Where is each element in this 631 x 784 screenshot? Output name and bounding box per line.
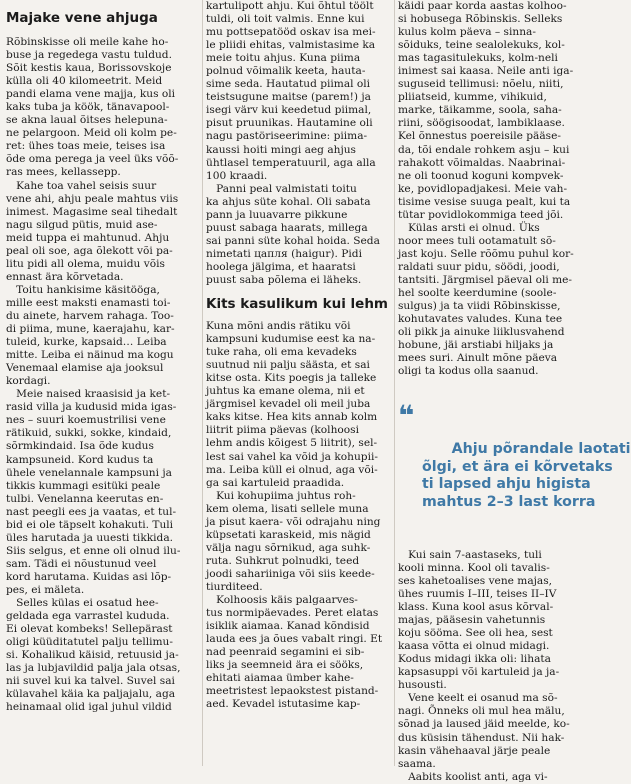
column-3 [398,0,631,783]
section-heading-vene-ahi: Majake vene ahjuga [6,10,158,26]
quote-mark-icon: ❝ [398,399,415,433]
column-divider [202,0,203,766]
column-3-body-bottom: Kui sain 7-aastaseks, tuli kooli minna. Kool oli tavalis- ses kahetoalises vene majas, ühes ruumis I–III, teises II–IV klass. Kuna kool asus kõrval- majas, pääsesin vahetunnis koju sööma. See oli hea, sest kaasa võtta ei olnud midagi. Kodus midagi ikka oli: lihata kapsasuppi või kartuleid ja ja- husousti. Vene keelt ei osanud ma sõ- nagi. Õnneks oli mul hea mälu, sõnad ja laused jäid meelde, ko- dus küsisin tähendust. Nii hak- kasin vähehaaval järje peale saama. Aabits koolist anti, aga vi- [398,548,570,783]
column-divider [394,0,395,766]
column-1-body: Rõbinskisse oli meile kahe ho- buse ja regedega vastu tuldud. Sõit kestis kaua, Borissovskoje külla oli 40 kilomeetrit. Meid pandi elama vene majja, kus oli kaks tuba ja köök, tänavapool- se akna laual õitses helepuna- ne pelargoon. Meid oli kolm pe- ret: ühes toas meie, teises isa õde oma perega ja veel üks võõ- ras mees, kellassepp. Kahe toa vahel seisis suur vene ahi, ahju peale mahtus viis inimest. Magasime seal tihedalt nagu silgud pütis, muid ase- meid tuppa ei mahtunud. Ahju peal oli soe, aga õlekott või pa- litu pidi all olema, muidu võis ennast ära kõrvetada. Toitu hankisime käsitööga, mille eest maksti enamasti toi- du ainete, harvem rahaga. Too- di piima, mune, kaerajahu, kar- tuleid, kurke, kapsaid… Leiba mitte. Leiba ei näinud ma kogu Venemaal elamise aja jooksul kordagi. Meie naised kraasisid ja ket- rasid villa ja kudusid mida igas- nes – suuri koemustrilisi vene rätikuid, sukki, sokke, kindaid, sõrmkindaid. Isa õde kudus kampsuneid. Kord kudus ta ühele venelannale kampsuni ja tikkis kummagi esitüki peale tulbi. Venelanna keerutas en- nast peegli ees ja vaatas, et tul- bid ei ole täpselt kohakuti. Tuli üles harutada ja uuesti tikkida. Siis selgus, et enne oli olnud ilu- sam. Tädi ei nõustunud veel kord harutama. Kuidas asi lõp- pes, ei mäleta. Selles külas ei osatud hee- geldada ega varrastel kududa. Ei olevat kombeks! Sellepärast oligi küüditatutel palju tellimu- si. Kohalikud käisid, retuusid ja- las ja lubjavildid palja jala otsas, nii suvel kui ka talvel. Suvel sai külavahel käia ka paljajalu, aga heinamaal olid igal juhul vildid [6,36,181,714]
pull-quote-text: Ahju põrandale laotati õlgi, et ära ei kõrvetaks ti lapsed ahju higista mahtus 2–3 last korra [422,441,631,510]
column-3-body-top: käidi paar korda aastas kolhoo- si hobusega Rõbinskis. Selleks kulus kolm päeva – sinna- sõiduks, teine sealolekuks, kol- mas tagasitulekuks, kolm-neli inimest sai kaasa. Neile anti iga- suguseid tellimusi: nõelu, niiti, pliiatseid, kumme, vihikuid, marke, täikamme, soola, saha- riini, söögisoodat, lambiklaase. Kel õnnestus poereisile pääse- da, tõi endale rohkem asju – kui rahakott võimaldas. Naabrinai- ne oli toonud koguni kompvek- ke, povidlopadjakesi. Meie vah- tisime vesise suuga pealt, kui ta tütar povidlokommiga teed jõi. Külas arsti ei olnud. Üks noor mees tuli ootamatult sõ- jast koju. Selle rõõmu puhul kor- raldati suur pidu, söödi, joodi, tantsiti. Järgmisel päeval oli me- hel soolte keerdumine (soole- sulgus) ja ta viidi Rõbinskisse, kohutavates valudes. Kuna tee oli pikk ja ainuke liiklusvahend hobune, jäi arstiabi hiljaks ja mees suri. Ainult mõne päeva oligi ta kodus olla saanud. [398,0,574,378]
pull-quote [398,399,631,529]
section-heading-kits: Kits kasulikum kui lehm [206,296,388,313]
column-2-body-bottom: Kuna mõni andis rätiku või kampsuni kudumise eest ka na- tuke raha, oli ema kevadeks suutnud nii palju säästa, et sai kitse osta. Kits poegis ja talleke juhtus ka emane olema, nii et järgmisel kevadel oli meil juba kaks kitse. Hea kits annab kolm liitrit piima päevas (kolhoosi lehm andis kõigest 5 liitrit), sel- lest sai vahel ka võid ja kohupii- ma. Leiba küll ei olnud, aga või- ga sai kartuleid praadida. Kui kohupiima juhtus roh- kem olema, lisati sellele muna ja pisut kaera- või odrajahu ning küpsetati karaskeid, mis nägid välja nagu sõrnikud, aga suhk- ruta. Suhkrut polnudki, teed joodi sahariiniga või siis keede- tiurditeed. Kolhoosis käis palgaarves- tus normipäevades. Peret elatas isiklik aiamaa. Kanad kõndisid lauda ees ja õues vabalt ringi. Et nad peenraid segamini ei sib- liks ja seemneid ära ei sööks, ehitati aiamaa ümber kahe- meetristest lepaokstest pistand- aed. Kevadel istutasime kap- [206,320,383,711]
column-1 [6,0,199,766]
column-2 [206,0,391,766]
column-2-body-top: kartulipott ahju. Kui õhtul töölt tuldi, oli toit valmis. Enne kui mu pottsepatööd oskav isa mei- le pliidi ehitas, valmistasime ka meie toitu ahjus. Kuna piima polnud võimalik keeta, hauta- sime seda. Hautatud piimal oli teistsugune maitse (parem!) ja isegi värv kui keedetud piimal, pisut pruunikas. Hautamine oli nagu pastöriseerimine: piima- kaussi hoiti mingi aeg ahjus ühtlasel temperatuuril, aga alla 100 kraadi. Panni peal valmistati toitu ka ahjus süte kohal. Oli sabata pann ja luuavarre pikkune puust sabaga haarats, millega sai panni süte kohal hoida. Seda nimetati цапля (haigur). Pidi hoolega jälgima, et haaratsi puust saba põlema ei läheks. [206,0,380,286]
